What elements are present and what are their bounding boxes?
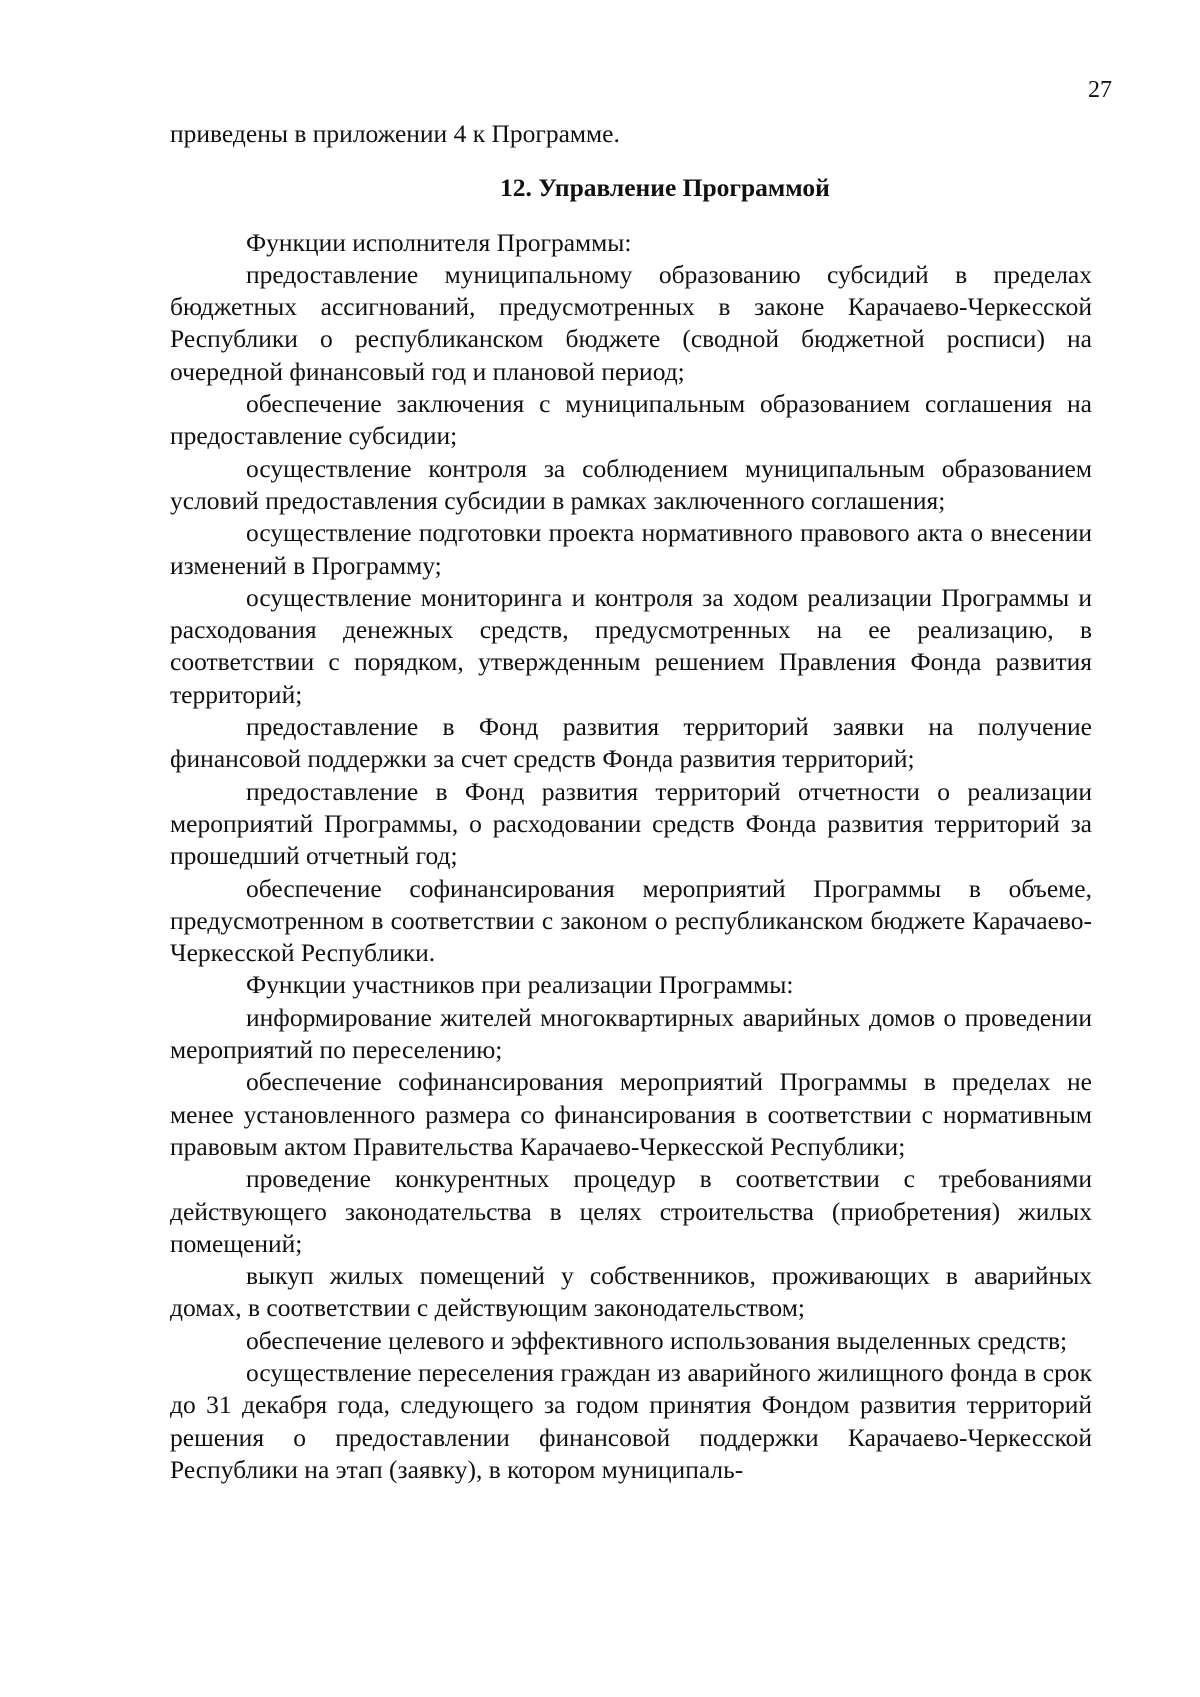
page-body	[170, 118, 1092, 1486]
paragraph: предоставление в Фонд развития территорий отчетности о реализации мероприятий Программы, о расходовании средств Фонда развития территорий за прошедший отчетный год;	[170, 776, 1092, 871]
paragraph: осуществление мониторинга и контроля за ходом реализации Программы и расходования денежных средств, предусмотренных на ее реализацию, в соответствии с порядком, утвержденным решением Правления Фонда развития территорий;	[170, 582, 1092, 709]
paragraph: обеспечение софинансирования мероприятий Программы в объеме, предусмотренном в соответствии с законом о республиканском бюджете Карачаево-Черкесской Республики.	[170, 873, 1092, 968]
paragraph: обеспечение целевого и эффективного использования выделенных средств;	[246, 1325, 1068, 1355]
paragraph: Функции исполнителя Программы:	[246, 227, 632, 257]
page-number: 27	[1088, 77, 1112, 103]
paragraph: осуществление переселения граждан из аварийного жилищного фонда в срок до 31 декабря года, следующего за годом принятия Фондом развития территорий решения о предоставлении финансовой поддержки Карачаево-Черкесской Республики на этап (заявку), в котором муниципаль-	[170, 1357, 1092, 1484]
paragraph: обеспечение заключения с муниципальным образованием соглашения на предоставление субсидии;	[170, 389, 1092, 451]
paragraph: предоставление в Фонд развития территорий заявки на получение финансовой поддержки за счет средств Фонда развития территорий;	[170, 712, 1092, 774]
paragraph: Функции участников при реализации Программы:	[246, 970, 794, 1000]
paragraph: обеспечение софинансирования мероприятий Программы в пределах не менее установленного размера со финансирования в соответствии с нормативным правовым актом Правительства Карачаево-Черкесской Республики;	[170, 1067, 1092, 1161]
continuation-line: приведены в приложении 4 к Программе.	[170, 119, 620, 148]
paragraph: предоставление муниципальному образованию субсидий в пределах бюджетных ассигнований, предусмотренных в законе Карачаево-Черкесской Республики о республиканском бюджете (сводной бюджетной росписи) на очередной финансовый год и плановой период;	[170, 259, 1092, 386]
section-heading: 12. Управление Программой	[500, 173, 830, 203]
paragraph: выкуп жилых помещений у собственников, проживающих в аварийных домах, в соответствии с действующим законодательством;	[170, 1261, 1092, 1323]
paragraph: осуществление подготовки проекта нормативного правового акта о внесении изменений в Программу;	[170, 518, 1092, 580]
paragraph: проведение конкурентных процедур в соответствии с требованиями действующего законодательства в целях строительства (приобретения) жилых помещений;	[170, 1164, 1092, 1258]
paragraph: осуществление контроля за соблюдением муниципальным образованием условий предоставления субсидии в рамках заключенного соглашения;	[170, 453, 1092, 515]
paragraph: информирование жителей многоквартирных аварийных домов о проведении мероприятий по переселению;	[170, 1002, 1092, 1065]
